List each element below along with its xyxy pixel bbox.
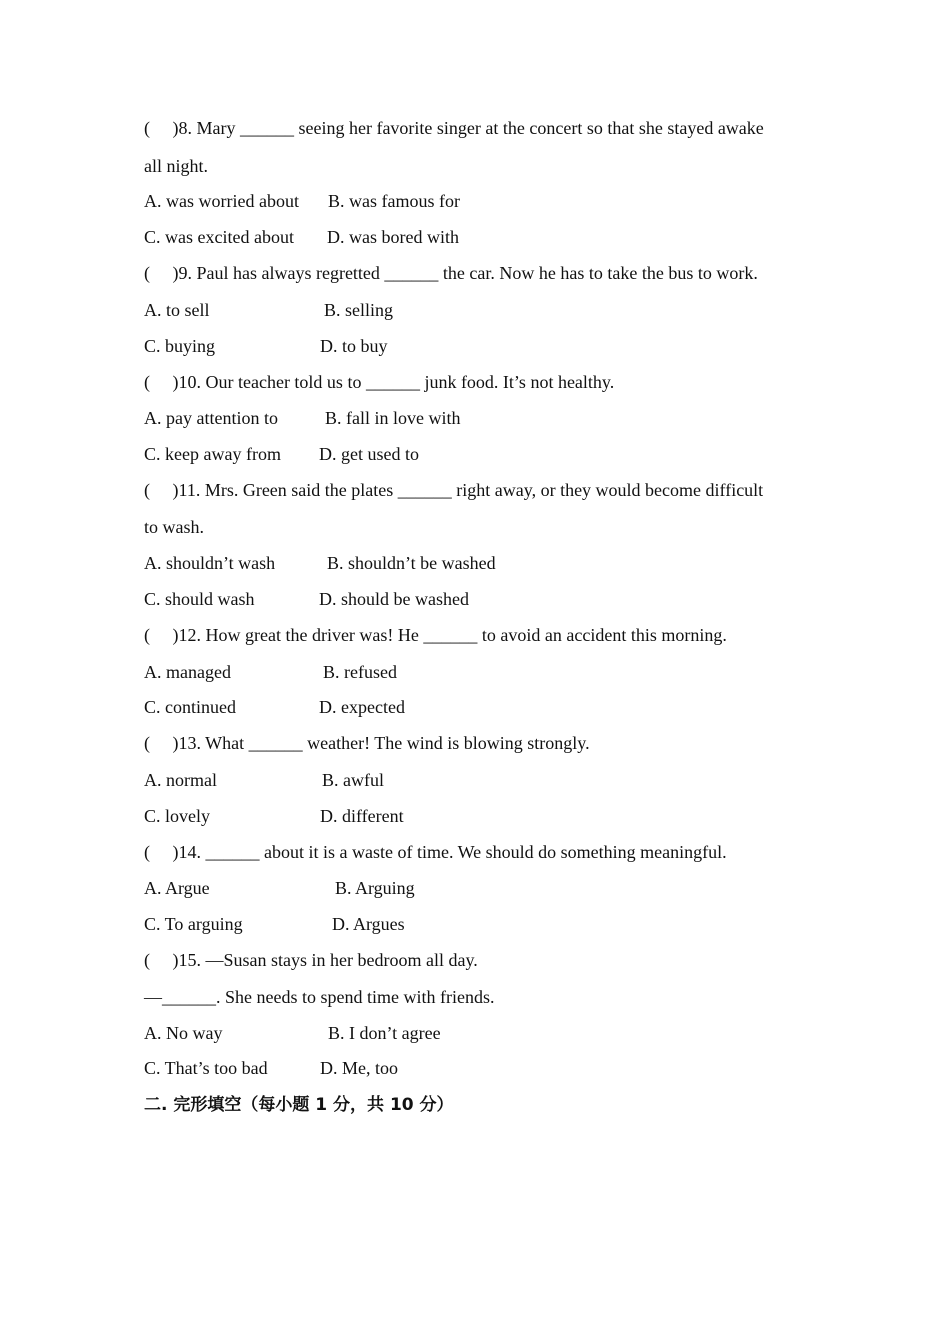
q9-option-c: C. buying bbox=[144, 336, 216, 356]
q8-option-d: D. was bored with bbox=[327, 227, 459, 247]
q12-option-a: A. managed bbox=[144, 662, 231, 682]
q13-option-a: A. normal bbox=[144, 770, 217, 790]
q14-option-d: D. Argues bbox=[332, 914, 405, 934]
q10-option-a: A. pay attention to bbox=[144, 408, 278, 428]
q10-option-d: D. get used to bbox=[319, 444, 419, 464]
q13-option-c: C. lovely bbox=[144, 806, 210, 826]
question-15-stem-cont: —______. She needs to spend time with friends. bbox=[144, 987, 495, 1007]
q14-option-c: C. To arguing bbox=[144, 914, 243, 934]
q9-option-d: D. to buy bbox=[320, 336, 388, 356]
question-11-stem-cont: to wash. bbox=[144, 517, 204, 537]
q8-option-a: A. was worried about bbox=[144, 191, 299, 211]
question-8-stem: ( )8. Mary ______ seeing her favorite singer at the concert so that she stayed awake bbox=[144, 118, 764, 138]
q12-option-d: D. expected bbox=[319, 697, 405, 717]
q9-option-b: B. selling bbox=[324, 300, 394, 320]
q11-option-d: D. should be washed bbox=[319, 589, 469, 609]
question-13-stem: ( )13. What ______ weather! The wind is blowing strongly. bbox=[144, 733, 590, 753]
q13-option-d: D. different bbox=[320, 806, 404, 826]
question-11-stem: ( )11. Mrs. Green said the plates ______ right away, or they would become difficult bbox=[144, 480, 764, 500]
question-8-stem-cont: all night. bbox=[144, 156, 208, 176]
q10-option-b: B. fall in love with bbox=[325, 408, 461, 428]
q8-option-c: C. was excited about bbox=[144, 227, 294, 247]
q15-option-d: D. Me, too bbox=[320, 1058, 398, 1078]
q14-option-a: A. Argue bbox=[144, 878, 210, 898]
question-14-stem: ( )14. ______ about it is a waste of time. We should do something meaningful. bbox=[144, 842, 727, 862]
q15-option-a: A. No way bbox=[144, 1023, 223, 1043]
q11-option-a: A. shouldn’t wash bbox=[144, 553, 276, 573]
q8-option-b: B. was famous for bbox=[328, 191, 460, 211]
q15-option-b: B. I don’t agree bbox=[328, 1023, 441, 1043]
question-15-stem: ( )15. —Susan stays in her bedroom all day. bbox=[144, 950, 478, 970]
q14-option-b: B. Arguing bbox=[335, 878, 415, 898]
q15-option-c: C. That’s too bad bbox=[144, 1058, 268, 1078]
q11-option-b: B. shouldn’t be washed bbox=[327, 553, 496, 573]
q12-option-b: B. refused bbox=[323, 662, 397, 682]
q12-option-c: C. continued bbox=[144, 697, 236, 717]
q13-option-b: B. awful bbox=[322, 770, 384, 790]
q10-option-c: C. keep away from bbox=[144, 444, 281, 464]
section-title: 二. 完形填空（每小题 1 分，共 10 分） bbox=[144, 1095, 454, 1115]
question-12-stem: ( )12. How great the driver was! He ______ to avoid an accident this morning. bbox=[144, 625, 727, 645]
question-10-stem: ( )10. Our teacher told us to ______ junk food. It’s not healthy. bbox=[144, 372, 615, 392]
q11-option-c: C. should wash bbox=[144, 589, 255, 609]
question-9-stem: ( )9. Paul has always regretted ______ the car. Now he has to take the bus to work. bbox=[144, 263, 758, 283]
q9-option-a: A. to sell bbox=[144, 300, 210, 320]
